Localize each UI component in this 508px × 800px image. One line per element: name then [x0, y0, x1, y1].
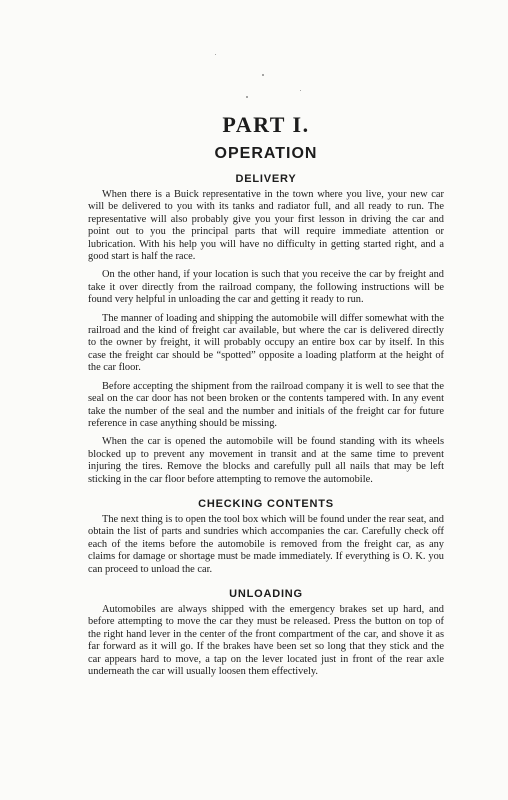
paragraph: Before accepting the shipment from the railroad company it is well to see that the seal on the car door has not been broken or the contents tampered with. In any event take the number of the seal and the number and initials of the freight car for future reference in case anything should be missing. [88, 380, 444, 429]
section-heading-unloading: UNLOADING [229, 587, 303, 600]
paper-speck [246, 96, 248, 98]
paragraph: When there is a Buick representative in the town where you live, your new car will be delivered to you with its tanks and radiator full, and all ready to run. The representative will also probably give you your first lesson in driving the car and point out to you the principal parts that will require immediate attention or lubrication. With his help you will have no difficulty in getting started right, and a good start is half the race. [88, 189, 444, 263]
part-subtitle: OPERATION [214, 145, 318, 162]
paragraph: On the other hand, if your location is such that you receive the car by freight and take it over directly from the railroad company, the following instructions will be found very helpful in unloading the car and getting it ready to run. [88, 269, 444, 306]
paragraph: The next thing is to open the tool box which will be found under the rear seat, and obtain the list of parts and sundries which accompanies the car. Carefully check off each of the items before the automobile is removed from the freight car, as any claims for damage or shortage must be made immediately. If everything is O. K. you can proceed to unload the car. [88, 513, 444, 575]
paragraph: When the car is opened the automobile will be found standing with its wheels blocked up to prevent any movement in transit and at the same time to prevent injuring the tires. Remove the blocks and carefully pull all nails that may be left sticking in the car floor before attempting to remove the automobile. [88, 436, 444, 485]
paper-speck [215, 54, 216, 55]
page-content [88, 112, 444, 684]
paragraph: The manner of loading and shipping the automobile will differ somewhat with the railroad and the kind of freight car available, but where the car is delivered directly to the owner by freight, it will probably occupy an entire box car by itself. In this case the freight car should be “spotted” opposite a loading platform at the height of the car floor. [88, 312, 444, 374]
part-title: PART I. [222, 112, 310, 137]
section-heading-checking-contents: CHECKING CONTENTS [198, 497, 334, 510]
paragraph: Automobiles are always shipped with the emergency brakes set up hard, and before attempting to move the car they must be released. Press the button on top of the right hand lever in the center of the front compartment of the car, and shove it as far forward as it will go. If the brakes have been set so long that they stick and the car appears hard to move, a tap on the lever located just in front of the rear axle underneath the car will usually loosen them effectively. [88, 603, 444, 677]
paper-speck [300, 90, 301, 91]
paper-speck [262, 74, 264, 76]
section-heading-delivery: DELIVERY [235, 173, 297, 185]
